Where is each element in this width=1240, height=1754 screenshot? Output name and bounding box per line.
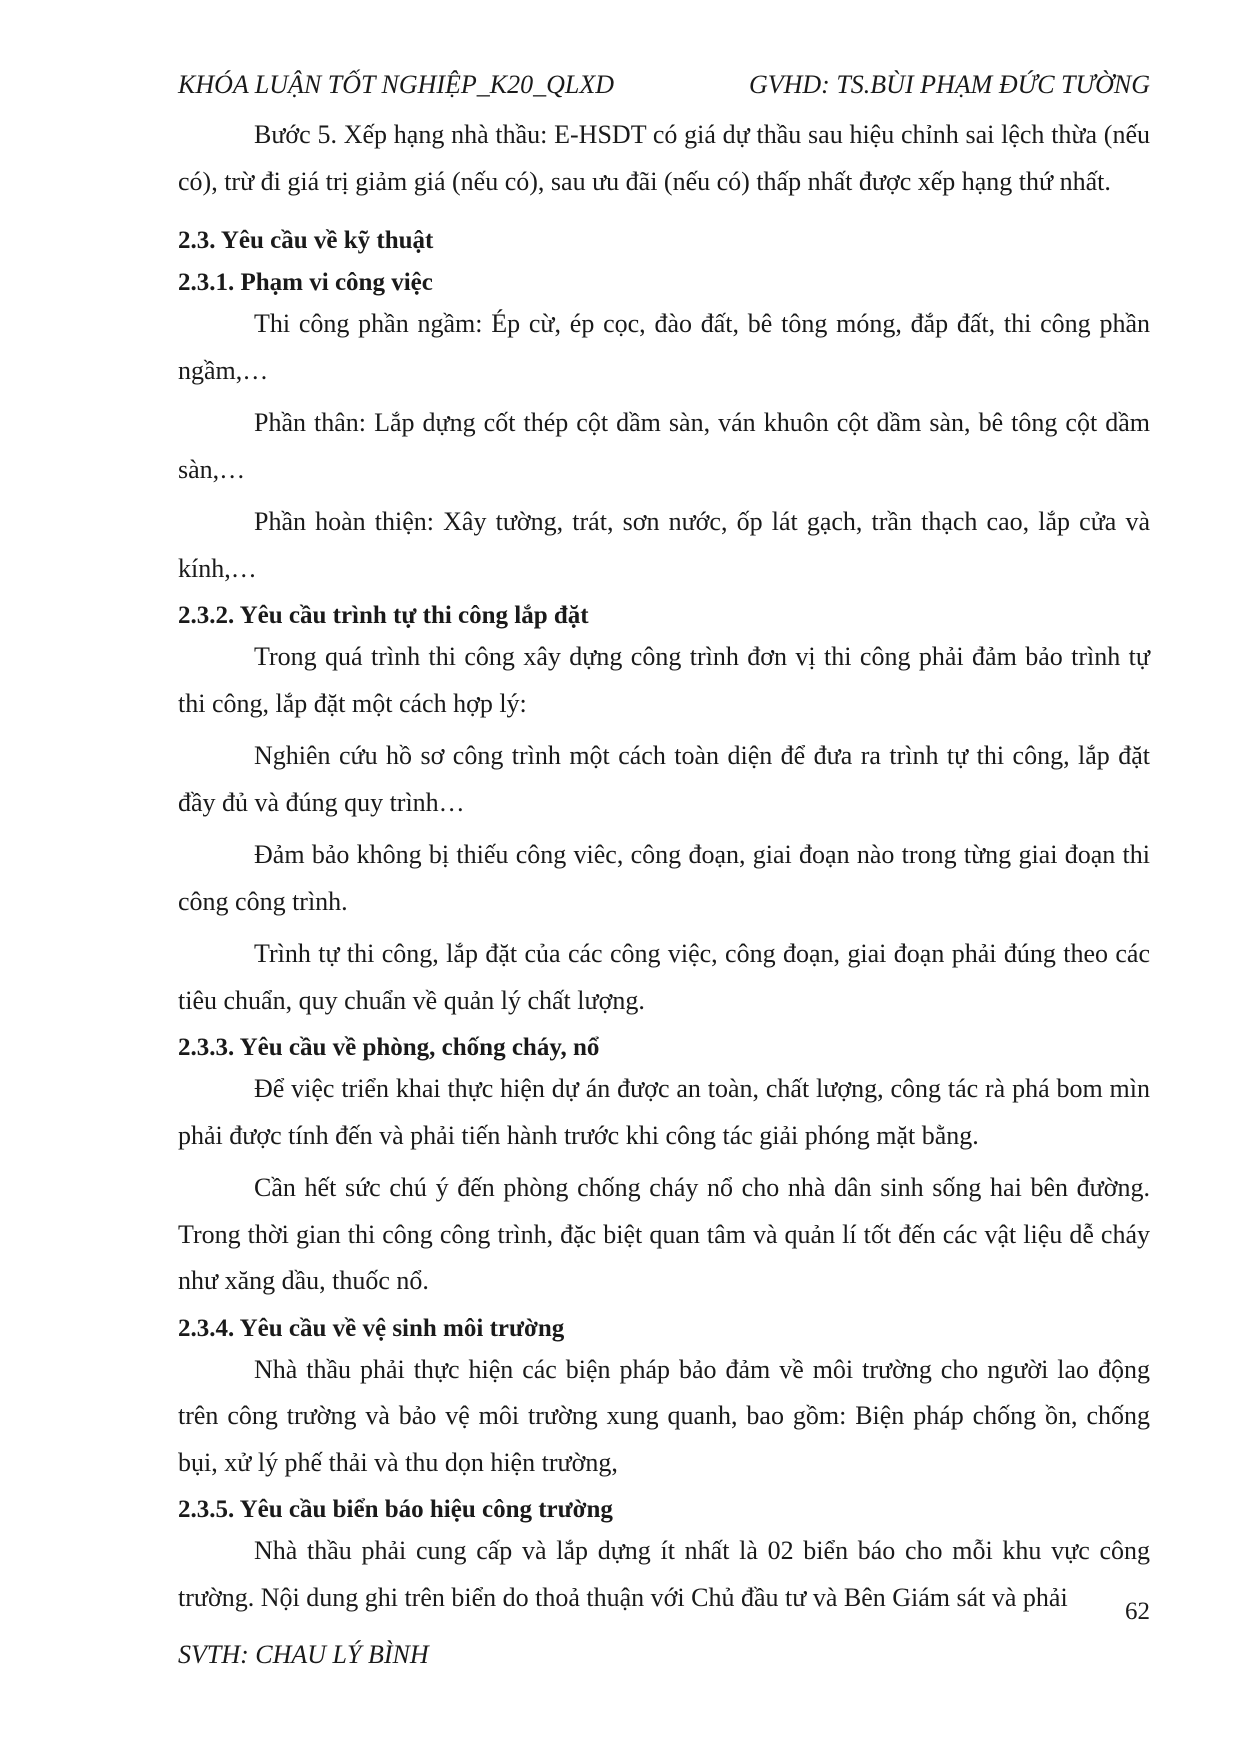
paragraph-fire-prevention: Cần hết sức chú ý đến phòng chống cháy nổ cho nhà dân sinh sống hai bên đường. Trong thời gian thi công công trình, đặc biệt quan tâm và quản lí tốt đến các vật liệu dễ cháy như xăng dầu, thuốc nổ. — [178, 1173, 1150, 1295]
section-heading-2-3: 2.3. Yêu cầu về kỹ thuật — [178, 227, 434, 254]
section-heading-2-3-5: 2.3.5. Yêu cầu biển báo hiệu công trường — [178, 1496, 613, 1523]
section-heading-2-3-2: 2.3.2. Yêu cầu trình tự thi công lắp đặt — [178, 602, 589, 629]
paragraph-no-missing-work: Đảm bảo không bị thiếu công viêc, công đoạn, giai đoạn nào trong từng giai đoạn thi công công trình. — [178, 840, 1150, 916]
thesis-title-header: KHÓA LUẬN TỐT NGHIỆP_K20_QLXD — [178, 70, 615, 99]
paragraph-quality-standards: Trình tự thi công, lắp đặt của các công việc, công đoạn, giai đoạn phải đúng theo các tiêu chuẩn, quy chuẩn về quản lý chất lượng. — [178, 939, 1150, 1015]
paragraph-environment: Nhà thầu phải thực hiện các biện pháp bảo đảm về môi trường cho người lao động trên công trường và bảo vệ môi trường xung quanh, bao gồm: Biện pháp chống ồn, chống bụi, xử lý phế thải và thu dọn hiện trường, — [178, 1354, 1150, 1477]
paragraph-study-documents: Nghiên cứu hồ sơ công trình một cách toàn diện để đưa ra trình tự thi công, lắp đặt đầy đủ và đúng quy trình… — [178, 741, 1150, 817]
section-heading-2-3-4: 2.3.4. Yêu cầu về vệ sinh môi trường — [178, 1314, 565, 1342]
paragraph-mine-clearance: Để việc triển khai thực hiện dự án được an toàn, chất lượng, công tác rà phá bom mìn phải được tính đến và phải tiến hành trước khi công tác giải phóng mặt bằng. — [178, 1074, 1150, 1150]
paragraph-signboards: Nhà thầu phải cung cấp và lắp dựng ít nhất là 02 biển báo cho mỗi khu vực công trường. Nội dung ghi trên biển do thoả thuận với Chủ đầu tư và Bên Giám sát và phải — [178, 1536, 1150, 1612]
page-header — [178, 70, 1150, 110]
paragraph-underground-works: Thi công phần ngầm: Ép cừ, ép cọc, đào đất, bê tông móng, đắp đất, thi công phần ngầm,… — [178, 309, 1150, 385]
section-heading-2-3-1: 2.3.1. Phạm vi công việc — [178, 269, 433, 296]
document-body — [178, 112, 1150, 1621]
paragraph-construction-sequence: Trong quá trình thi công xây dựng công trình đơn vị thi công phải đảm bảo trình tự thi công, lắp đặt một cách hợp lý: — [178, 642, 1150, 718]
page-footer: SVTH: CHAU LÝ BÌNH — [178, 1640, 429, 1669]
section-heading-2-3-3: 2.3.3. Yêu cầu về phòng, chống cháy, nổ — [178, 1034, 600, 1061]
paragraph-superstructure: Phần thân: Lắp dựng cốt thép cột dầm sàn, ván khuôn cột dầm sàn, bê tông cột dầm sàn,… — [178, 408, 1150, 484]
advisor-header: GVHD: TS.BÙI PHẠM ĐỨC TƯỜNG — [748, 70, 1150, 99]
page-number: 62 — [1125, 1598, 1150, 1625]
paragraph-step-5: Bước 5. Xếp hạng nhà thầu: E-HSDT có giá dự thầu sau hiệu chỉnh sai lệch thừa (nếu có), trừ đi giá trị giảm giá (nếu có), sau ưu đãi (nếu có) thấp nhất được xếp hạng thứ nhất. — [178, 120, 1150, 196]
paragraph-finishing: Phần hoàn thiện: Xây tường, trát, sơn nước, ốp lát gạch, trần thạch cao, lắp cửa và kính,… — [178, 507, 1150, 583]
